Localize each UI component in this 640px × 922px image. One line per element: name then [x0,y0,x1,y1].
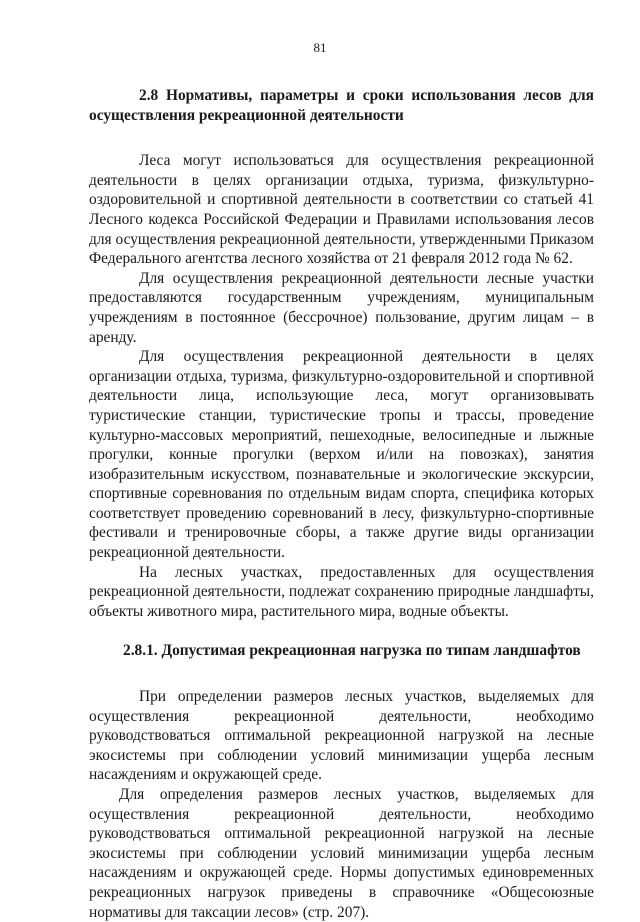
subsection-heading: 2.8.1. Допустимая рекреационная нагрузка по типам ландшафтов [123,642,581,660]
section-paragraph-1: Леса могут использоваться для осуществления рекреационной деятельности в целях организации отдыха, туризма, физкультурно-оздоровительной и спортивной деятельности в соответствии со статьей 41 Лесного кодекса Российской Федерации и Правилами использования лесов для осуществления рекреационной деятельности, утвержденными Приказом Федерального агентства лесного хозяйства от 21 февраля 2012 года № 62. [89,152,594,268]
page-number: 81 [313,40,327,55]
subsection-paragraph-2: Для определения размеров лесных участков, выделяемых для осуществления рекреационной деятельности, необходимо руководствоваться оптимальной рекреационной нагрузкой на лесные экосистемы при соблюдении условий минимизации ущерба лесным насаждениям и окружающей среде. Нормы допустимых единовременных рекреационных нагрузок приведены в справочнике «Общесоюзные нормативы для таксации лесов» (стр. 207). [89,786,594,921]
spacer [89,621,594,641]
section-paragraph-4: На лесных участках, предоставленных для осуществления рекреационной деятельности, подлежат сохранению природные ландшафты, объекты животного мира, растительного мира, водные объекты. [89,563,594,620]
page-content [89,86,594,922]
section-heading: 2.8 Нормативы, параметры и сроки использования лесов для осуществления рекреационной деятельности [89,87,594,124]
spacer [89,661,594,687]
section-paragraph-3: Для осуществления рекреационной деятельности в целях организации отдыха, туризма, физкультурно-оздоровительной и спортивной деятельности лица, использующие леса, могут организовывать туристические станции, туристические тропы и трассы, проведение культурно-массовых мероприятий, пешеходные, велосипедные и лыжные прогулки, конные прогулки (верхом и/или на повозках), занятия изобразительным искусством, познавательные и экологические экскурсии, спортивные соревнования по отдельным видам спорта, специфика которых соответствует проведению соревнований в лесу, физкультурно-спортивные фестивали и тренировочные сборы, а также другие виды организации рекреационной деятельности. [89,348,594,562]
section-paragraph-2: Для осуществления рекреационной деятельности лесные участки предоставляются государственным учреждениям, муниципальным учреждениям в постоянное (бессрочное) пользование, другим лицам – в аренду. [89,269,594,346]
subsection-paragraph-1: При определении размеров лесных участков, выделяемых для осуществления рекреационной деятельности, необходимо руководствоваться оптимальной рекреационной нагрузкой на лесные экосистемы при соблюдении условий минимизации ущерба лесным насаждениям и окружающей среде. [89,688,594,784]
spacer [89,125,594,151]
